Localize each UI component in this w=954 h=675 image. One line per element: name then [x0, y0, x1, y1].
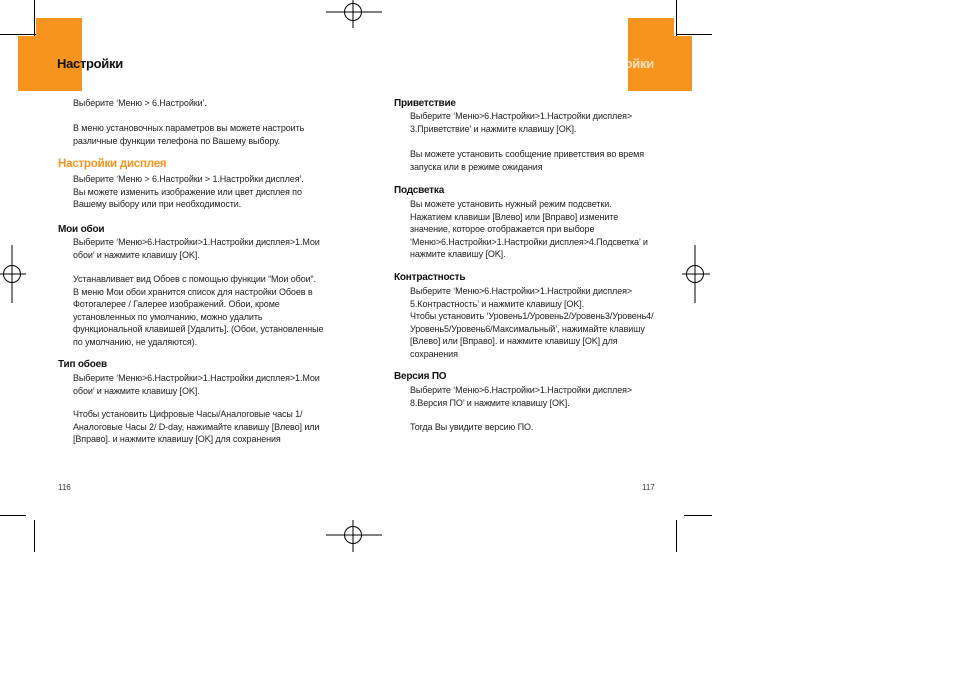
crop-mark-line — [676, 520, 677, 552]
right-page-number: 117 — [642, 483, 655, 492]
wallpaper-type-heading: Тип обоев — [58, 359, 107, 370]
registration-mark-icon — [326, 0, 382, 28]
right-page-title: Настройки — [588, 56, 654, 71]
my-wallpaper-instruction: Выберите ‘Меню>6.Настройки>1.Настройки дисплея>1.Мои обои’ и нажмите клавишу [OK]. — [73, 237, 320, 260]
greeting-instruction: Выберите ‘Меню>6.Настройки>1.Настройки дисплея> 3.Приветствие’ и нажмите клавишу [OK]. — [410, 111, 633, 134]
backlight-heading: Подсветка — [394, 185, 445, 196]
contrast-heading: Контрастность — [394, 272, 466, 283]
registration-mark-icon — [326, 520, 382, 552]
wallpaper-type-instruction: Выберите ‘Меню>6.Настройки>1.Настройки дисплея>1.Мои обои’ и нажмите клавишу [OK]. — [73, 373, 320, 396]
greeting-heading: Приветствие — [394, 98, 456, 109]
display-settings-heading: Настройки дисплея — [58, 158, 167, 170]
my-wallpaper-description: Устанавливает вид Обоев с помощью функции “Мои обои”. В меню Мои обои хранится список для настройки Обоев в Фотогалерее / Галерее изображений. Обои, кроме установленных по умолчанию, можно удалить функциональной клавишей [Удалить]. (Обои, установленные по умолчанию, не удаляются). — [73, 274, 324, 347]
wallpaper-type-description: Чтобы установить Цифровые Часы/Аналоговые часы 1/ Аналоговые Часы 2/ D-day, нажимайте клавишу [Влево] или [Вправо]. и нажмите клавишу [OK] для сохранения — [73, 409, 320, 445]
crop-mark-line — [0, 34, 36, 35]
software-version-instruction: Выберите ‘Меню>6.Настройки>1.Настройки дисплея> 8.Версия ПО’ и нажмите клавишу [OK]. — [410, 385, 633, 408]
left-page-number: 116 — [58, 483, 71, 492]
registration-mark-icon — [0, 245, 26, 303]
crop-mark-line — [676, 0, 677, 36]
crop-mark-line — [0, 515, 26, 516]
backlight-description: Вы можете установить нужный режим подсветки. Нажатием клавиши [Влево] или [Вправо] измените значение, которое отображается при выборе ‘Меню>6.Настройки>1.Настройки дисплея>4.Подсветка’ и нажмите клавишу [OK]. — [410, 199, 648, 260]
software-version-heading: Версия ПО — [394, 371, 447, 382]
intro-description: В меню установочных параметров вы можете настроить различные функции телефона по Вашему выбору. — [73, 123, 305, 146]
contrast-description: Выберите ‘Меню>6.Настройки>1.Настройки дисплея> 5.Контрастность’ и нажмите клавишу [OK]. Чтобы установить ‘Уровень1/Уровень2/Уровень3/Уровень4/ Уровень5/Уровень6/Максимальный’, нажимайте клавишу [Влево] или [Вправо]. и нажмите клавишу [OK] для сохранения — [410, 286, 654, 359]
software-version-description: Тогда Вы увидите версию ПО. — [410, 422, 534, 432]
intro-instruction: Выберите ‘Меню > 6.Настройки’. — [73, 98, 207, 108]
greeting-description: Вы можете установить сообщение приветствия во время запуска или в режиме ожидания — [410, 149, 644, 172]
my-wallpaper-heading: Мои обои — [58, 224, 105, 235]
crop-mark-line — [34, 520, 35, 552]
crop-mark-line — [684, 515, 712, 516]
crop-mark-line — [676, 34, 712, 35]
registration-mark-icon — [682, 245, 710, 303]
left-page-title: Настройки — [57, 56, 123, 71]
display-settings-text: Выберите ‘Меню > 6.Настройки > 1.Настройки дисплея’. Вы можете изменить изображение или цвет дисплея по Вашему выбору или при необходимости. — [73, 174, 304, 210]
crop-mark-line — [34, 0, 35, 36]
